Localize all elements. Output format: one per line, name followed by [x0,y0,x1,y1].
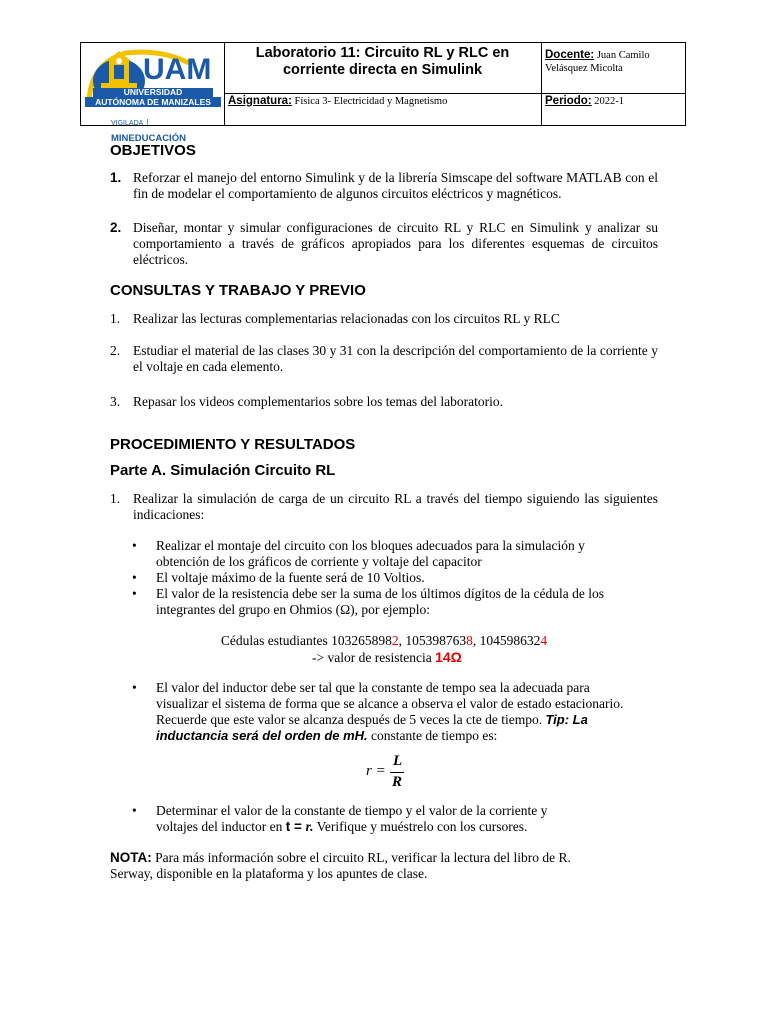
item-number: 2. [110,343,121,358]
item-number: 1. [110,170,122,185]
list-item [110,491,658,525]
vigilada-label [111,113,211,144]
asignatura-value: Física 3- Electricidad y Magnetismo [294,96,448,107]
asignatura-row [228,95,447,108]
logo-line1: UNIVERSIDAD [93,88,213,97]
bullet-text: El valor de la resistencia debe ser la suma de los últimos dígitos de la cédula de los integrantes del grupo en Ohmios (Ω), por ejemplo: [156,586,604,617]
bullet-text-b: constante de tiempo es: [367,728,498,743]
bullet-text [156,680,626,744]
cedulas-line [0,633,768,649]
cedula-3-last: 4 [540,633,548,648]
bullet-item [132,586,652,618]
periodo-value: 2022-1 [594,96,625,107]
formula [366,753,426,793]
bullet-item [132,680,652,744]
item-text: Reforzar el manejo del entorno Simulink y de la librería Simscape del software MATLAB con el fin de modelar el comportamiento de algunos circuitos eléctricos y magnéticos. [133,170,658,201]
bullet-text-b: Verifique y muéstrelo con los cursores. [313,819,528,834]
formula-denominator: R [392,774,403,790]
resistencia-line [312,649,462,666]
tau-symbol: r. [305,819,314,834]
bullet-text-a: Determinar el valor de la constante de tiempo y el valor de la corriente y voltajes del inductor en [156,803,548,834]
divider [224,93,541,94]
item-text: Diseñar, montar y simular configuraciones de circuito RL y RLC en Simulink y analizar su comportamiento a través de gráficos apropiados para los diferentes esquemas de circuitos eléctricos. [133,220,658,267]
fraction-bar [390,772,404,773]
bullet-item [132,570,652,586]
info-cell [541,43,685,125]
item-text: Realizar la simulación de carga de un circuito RL a través del tiempo siguiendo las siguientes indicaciones: [133,491,658,522]
procedimiento-heading: PROCEDIMIENTO Y RESULTADOS [110,436,356,453]
asignatura-label: Asignatura: [228,95,292,107]
cedula-1: 103265898 [331,633,392,648]
bullet-icon: • [132,680,137,695]
logo-name: UAM [143,53,212,86]
nota-label: NOTA: [110,850,152,865]
bullet-text [156,803,586,835]
cedula-2: 105398763 [405,633,467,648]
bullet-text: El voltaje máximo de la fuente será de 10 Voltios. [156,570,425,585]
vigilada-separator: | [146,118,149,127]
item-text: Repasar los videos complementarios sobre los temas del laboratorio. [133,394,504,409]
periodo-label: Periodo: [545,95,592,107]
logo-line2: AUTÓNOMA DE MANIZALES [85,97,221,107]
list-item [110,220,658,270]
header-table [80,42,686,144]
cedula-sep: , [472,633,480,648]
bullet-item [132,803,652,835]
cedula-3: 104598632 [479,633,541,648]
nota-paragraph [110,850,610,882]
item-number: 1. [110,491,121,506]
t-label: t = [285,819,306,834]
bullet-text: Realizar el montaje del circuito con los bloques adecuados para la simulación y obtención de los gráficos de corriente y voltaje del capacitor [156,538,585,569]
divider [541,93,685,94]
bullet-item [132,538,652,570]
list-item [110,170,658,204]
cedula-2-last: 8 [466,633,473,648]
lab-title: Laboratorio 11: Circuito RL y RLC en corriente directa en Simulink [255,45,510,78]
docente-label: Docente: [545,49,595,61]
cedulas-label: Cédulas estudiantes [220,633,332,648]
objetivos-heading: OBJETIVOS [110,142,196,159]
list-item [110,394,658,412]
title-cell [224,43,542,125]
item-number: 2. [110,220,122,235]
resist-value: 14Ω [435,649,462,665]
bullet-icon: • [132,586,137,601]
consultas-heading: CONSULTAS Y TRABAJO Y PREVIO [110,282,366,299]
tip-text: Tip: La inductancia será del orden de mH. [156,712,588,743]
formula-numerator: L [393,753,403,769]
bullet-icon: • [132,538,137,553]
list-item [110,311,658,329]
item-text: Estudiar el material de las clases 30 y 31 con la descripción del comportamiento de la corriente y el voltaje en cada elemento. [133,343,658,374]
item-number: 3. [110,394,121,409]
formula-lhs: r = [366,763,386,779]
mineducacion-text: MINEDUCACIÓN [111,133,186,144]
cedula-sep: , [398,633,406,648]
vigilada-text: VIGILADA [111,120,144,127]
list-item [110,343,658,377]
periodo-row [545,95,624,108]
parte-a-heading: Parte A. Simulación Circuito RL [110,462,336,479]
arrow-text: -> valor de resistencia [312,650,436,665]
item-text: Realizar las lecturas complementarias relacionadas con los circuitos RL y RLC [133,311,560,326]
docente-value: Juan Camilo Velásquez Micolta [545,50,650,74]
docente-row [545,49,681,75]
logo-cell [81,43,225,144]
cedula-1-last: 2 [391,633,399,648]
bullet-icon: • [132,803,137,818]
bullet-icon: • [132,570,137,585]
nota-text: Para más información sobre el circuito RL, verificar la lectura del libro de R. Serway, disponible en la plataforma y los apuntes de clase. [110,850,571,881]
bullet-text-a: El valor del inductor debe ser tal que la constante de tempo sea la adecuada para visualizar el sistema de forma que se alcance a observa el valor de estado estacionario. Recuerde que este valor se alcanza después de 5 veces la cte de tiempo. [156,680,624,727]
item-number: 1. [110,311,121,326]
